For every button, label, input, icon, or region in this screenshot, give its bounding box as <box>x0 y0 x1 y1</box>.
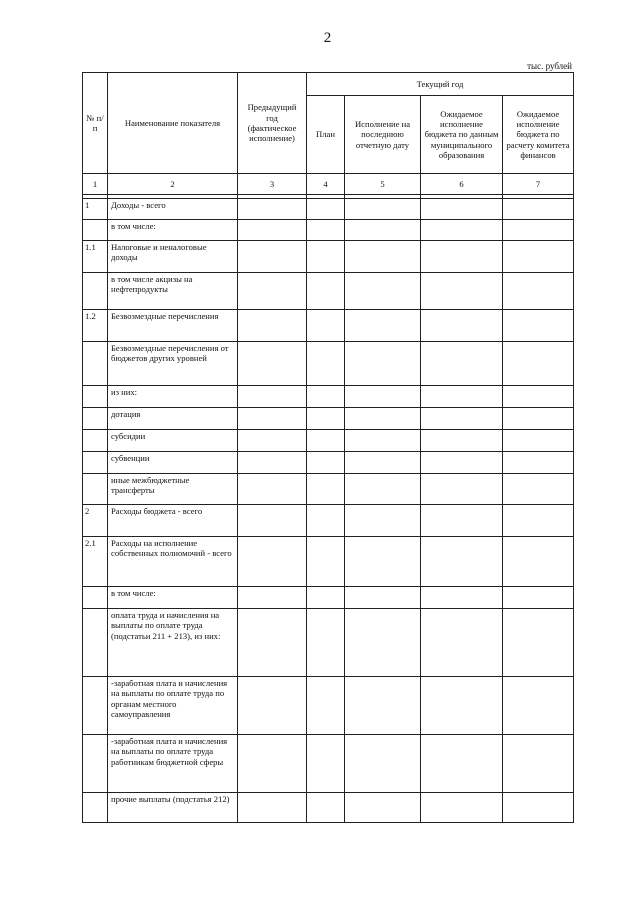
row-number <box>83 609 108 677</box>
column-number: 5 <box>345 174 421 195</box>
row-label: дотация <box>108 408 238 430</box>
row-label: Безвозмездные перечисления от бюджетов других уровней <box>108 342 238 386</box>
table-row <box>83 505 574 537</box>
column-number: 3 <box>238 174 307 195</box>
header-plan: План <box>307 96 345 174</box>
row-label: -заработная плата и начисления на выплаты по оплате труда работникам бюджетной сферы <box>108 735 238 793</box>
header-exec-last: Исполнение на последнюю отчетную дату <box>345 96 421 174</box>
table-row <box>83 408 574 430</box>
row-label: Доходы - всего <box>108 199 238 220</box>
row-label: из них: <box>108 386 238 408</box>
table-row <box>83 793 574 823</box>
table-row <box>83 587 574 609</box>
row-label: иные межбюджетные трансферты <box>108 474 238 505</box>
column-number: 1 <box>83 174 108 195</box>
row-number <box>83 735 108 793</box>
table-row <box>83 241 574 273</box>
row-number: 1.2 <box>83 310 108 342</box>
page-number: 2 <box>323 30 332 46</box>
row-label: Расходы на исполнение собственных полномочий - всего <box>108 537 238 587</box>
header-prev-year: Предыдущий год (фактическое исполнение) <box>238 73 307 174</box>
row-number <box>83 430 108 452</box>
row-number <box>83 408 108 430</box>
row-label: прочие выплаты (подстатья 212) <box>108 793 238 823</box>
row-number: 2 <box>83 505 108 537</box>
column-number: 4 <box>307 174 345 195</box>
row-number <box>83 677 108 735</box>
row-number <box>83 342 108 386</box>
row-label: субсидии <box>108 430 238 452</box>
budget-table <box>82 72 574 823</box>
row-label: Безвозмездные перечисления <box>108 310 238 342</box>
row-label: Расходы бюджета - всего <box>108 505 238 537</box>
row-number <box>83 474 108 505</box>
row-label: Налоговые и неналоговые доходы <box>108 241 238 273</box>
table-row <box>83 735 574 793</box>
row-label: субвенции <box>108 452 238 474</box>
column-number: 7 <box>503 174 574 195</box>
table-row <box>83 342 574 386</box>
row-number <box>83 386 108 408</box>
header-num: № п/п <box>83 73 108 174</box>
header-current-year: Текущий год <box>307 73 574 96</box>
row-number <box>83 452 108 474</box>
table-row <box>83 609 574 677</box>
row-label: оплата труда и начисления на выплаты по оплате труда (подстатьи 211 + 213), из них: <box>108 609 238 677</box>
table-row <box>83 220 574 241</box>
header-expected-muni: Ожидаемое исполнение бюджета по данным муниципального образования <box>421 96 503 174</box>
row-number: 1 <box>83 199 108 220</box>
row-number <box>83 220 108 241</box>
column-number: 6 <box>421 174 503 195</box>
header-name: Наименование показателя <box>108 73 238 174</box>
table-row <box>83 677 574 735</box>
table-row <box>83 430 574 452</box>
table-row <box>83 310 574 342</box>
row-number: 2.1 <box>83 537 108 587</box>
row-number <box>83 587 108 609</box>
row-number <box>83 273 108 310</box>
row-label: в том числе акцизы на нефтепродукты <box>108 273 238 310</box>
row-label: -заработная плата и начисления на выплаты по оплате труда по органам местного самоуправления <box>108 677 238 735</box>
table-row <box>83 537 574 587</box>
row-label: в том числе: <box>108 220 238 241</box>
table-row <box>83 474 574 505</box>
table-row <box>83 273 574 310</box>
table-row <box>83 386 574 408</box>
row-label: в том числе: <box>108 587 238 609</box>
table-row <box>83 452 574 474</box>
header-expected-committee: Ожидаемое исполнение бюджета по расчету комитета финансов <box>503 96 574 174</box>
unit-label: тыс. рублей <box>527 61 572 71</box>
row-number <box>83 793 108 823</box>
table-row <box>83 199 574 220</box>
column-number: 2 <box>108 174 238 195</box>
row-number: 1.1 <box>83 241 108 273</box>
